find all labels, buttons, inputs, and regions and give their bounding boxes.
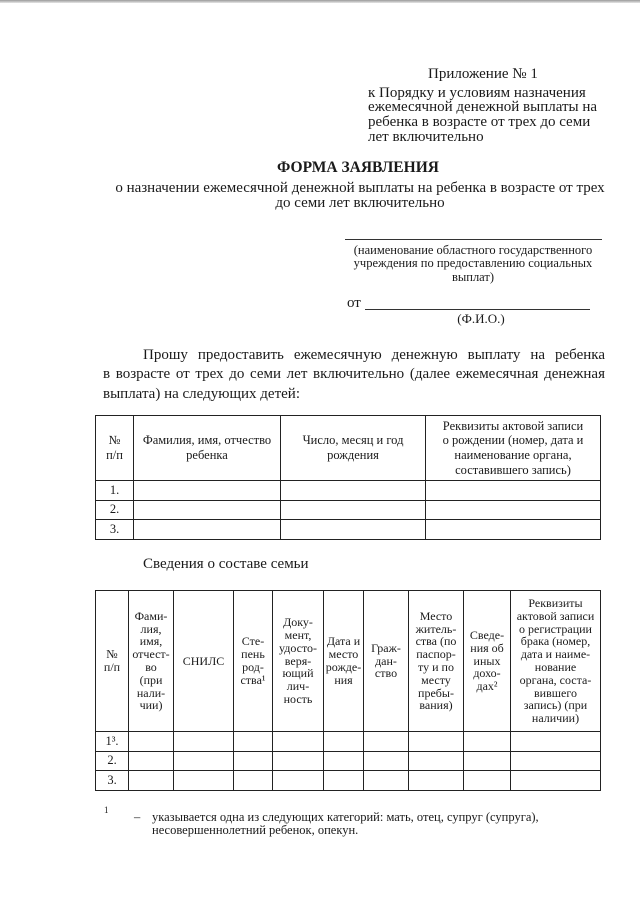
header-line: удосто- bbox=[278, 640, 318, 655]
request-line: выплата) на следующих детей: bbox=[103, 385, 300, 402]
header-line: СНИЛС bbox=[182, 653, 225, 668]
form-title: ФОРМА ЗАЯВЛЕНИЯ bbox=[277, 159, 439, 176]
header-line: ство bbox=[374, 666, 398, 681]
row-number: 2. bbox=[96, 500, 134, 520]
header-line: рожде- bbox=[325, 660, 362, 674]
fio-caption: (Ф.И.О.) bbox=[457, 311, 505, 326]
header-cell-child-name bbox=[134, 416, 281, 481]
table-row bbox=[96, 751, 601, 771]
header-line: Число, месяц и год bbox=[302, 433, 404, 448]
header-line: ния bbox=[334, 672, 353, 687]
empty-cell bbox=[234, 751, 273, 771]
empty-cell bbox=[129, 732, 174, 752]
recipient-blank-line bbox=[345, 239, 602, 240]
empty-cell bbox=[464, 751, 511, 771]
table-header-row bbox=[96, 591, 601, 732]
header-line: дата и наиме- bbox=[520, 647, 591, 662]
header-line: ства (по bbox=[415, 634, 457, 649]
header-line: п/п bbox=[106, 448, 123, 462]
header-cell-full-name bbox=[129, 591, 174, 732]
table-row bbox=[96, 771, 601, 791]
header-line: составившего запись) bbox=[455, 462, 571, 477]
empty-cell bbox=[426, 500, 601, 520]
header-line: п/п bbox=[103, 660, 121, 674]
footnote-line: несовершеннолетний ребенок, опекун. bbox=[152, 822, 359, 837]
header-line: № bbox=[106, 647, 118, 662]
table-header-row bbox=[96, 416, 601, 481]
header-line: мент, bbox=[284, 628, 312, 642]
family-table bbox=[95, 590, 601, 791]
caption-line: (наименование областного государственного bbox=[353, 242, 593, 257]
empty-cell bbox=[234, 732, 273, 752]
header-line: род- bbox=[242, 660, 264, 674]
empty-cell bbox=[273, 751, 324, 771]
empty-cell bbox=[134, 520, 281, 540]
recipient-caption bbox=[345, 244, 601, 285]
header-line: ту и по bbox=[418, 660, 454, 674]
header-line: Фамилия, имя, отчество bbox=[142, 433, 272, 448]
header-cell-birth-date bbox=[281, 416, 426, 481]
header-line: лия, bbox=[140, 621, 162, 636]
header-line: имя, bbox=[139, 634, 163, 649]
header-cell-number bbox=[96, 591, 129, 732]
header-line: рождения bbox=[327, 448, 379, 462]
empty-cell bbox=[464, 732, 511, 752]
header-line: Сведе- bbox=[469, 628, 505, 642]
row-number: 3. bbox=[96, 520, 134, 540]
empty-cell bbox=[426, 520, 601, 540]
header-line: место bbox=[328, 647, 359, 662]
row-number: 2. bbox=[96, 751, 129, 771]
header-line: ность bbox=[283, 691, 313, 706]
empty-cell bbox=[273, 771, 324, 791]
header-line: Граж- bbox=[371, 640, 401, 655]
appendix-line: лет включительно bbox=[368, 128, 484, 145]
empty-cell bbox=[174, 771, 234, 791]
empty-cell bbox=[281, 500, 426, 520]
footnote-text bbox=[152, 811, 539, 837]
caption-line: учреждения по предоставлению социальных bbox=[353, 256, 593, 270]
header-line: брака (номер, bbox=[520, 634, 591, 649]
empty-cell bbox=[134, 500, 281, 520]
row-number: 1. bbox=[96, 481, 134, 501]
request-line: в возрасте от трех до семи лет включительно (далее ежемесячная денежная bbox=[103, 366, 605, 382]
empty-cell bbox=[364, 751, 409, 771]
table-row bbox=[96, 732, 601, 752]
footnote-line: указывается одна из следующих категорий: мать, отец, супруг (супруга), bbox=[152, 809, 539, 824]
empty-cell bbox=[324, 751, 364, 771]
header-cell-relationship bbox=[234, 591, 273, 732]
empty-cell bbox=[129, 751, 174, 771]
row-number: 1³. bbox=[96, 732, 129, 752]
children-table bbox=[95, 415, 601, 540]
table-row bbox=[96, 500, 601, 520]
empty-cell bbox=[511, 771, 601, 791]
header-line: Дата и bbox=[326, 634, 361, 649]
subtitle-line: о назначении ежемесячной денежной выплаты на ребенка в возрасте от трех bbox=[115, 179, 605, 196]
from-label: от bbox=[347, 294, 361, 311]
request-line: Прошу предоставить ежемесячную денежную выплату на ребенка bbox=[143, 346, 605, 363]
appendix-line: ребенка в возрасте от трех до семи bbox=[368, 113, 591, 130]
header-line: о рождении (номер, дата и bbox=[442, 433, 584, 448]
header-line: пень bbox=[241, 647, 265, 662]
header-cell-residence bbox=[409, 591, 464, 732]
footnote-dash: – bbox=[134, 809, 141, 824]
empty-cell bbox=[273, 732, 324, 752]
header-line: ства¹ bbox=[240, 672, 266, 687]
empty-cell bbox=[129, 771, 174, 791]
header-line: месту bbox=[421, 672, 451, 687]
appendix-line: ежемесячной денежной выплаты на bbox=[368, 99, 598, 116]
subtitle-line: до семи лет включительно bbox=[275, 194, 445, 211]
empty-cell bbox=[234, 771, 273, 791]
header-cell-birth bbox=[324, 591, 364, 732]
applicant-blank-line bbox=[365, 309, 590, 310]
header-line: дах² bbox=[476, 679, 498, 694]
header-line: Фами- bbox=[134, 608, 168, 623]
empty-cell bbox=[409, 751, 464, 771]
header-line: пребы- bbox=[418, 685, 454, 700]
header-line: наименование органа, bbox=[454, 448, 572, 462]
row-number: 3. bbox=[96, 771, 129, 791]
header-line: чии) bbox=[139, 698, 163, 713]
header-line: о регистрации bbox=[519, 621, 592, 636]
header-cell-number bbox=[96, 416, 134, 481]
header-line: дан- bbox=[375, 653, 397, 668]
header-line: Сте- bbox=[241, 634, 265, 649]
header-line: актовой записи bbox=[516, 608, 595, 623]
empty-cell bbox=[409, 771, 464, 791]
table-row bbox=[96, 481, 601, 501]
empty-cell bbox=[324, 732, 364, 752]
caption-line: выплат) bbox=[451, 269, 495, 284]
empty-cell bbox=[409, 732, 464, 752]
header-line: во bbox=[145, 660, 157, 674]
header-line: (при bbox=[139, 672, 163, 687]
empty-cell bbox=[174, 751, 234, 771]
empty-cell bbox=[511, 751, 601, 771]
header-line: иных bbox=[473, 653, 501, 668]
appendix-title: Приложение № 1 bbox=[428, 66, 538, 82]
header-line: веря- bbox=[284, 653, 312, 668]
empty-cell bbox=[281, 520, 426, 540]
header-cell-citizenship bbox=[364, 591, 409, 732]
header-cell-id-document bbox=[273, 591, 324, 732]
header-line: наличии) bbox=[531, 711, 580, 726]
empty-cell bbox=[324, 771, 364, 791]
header-line: ребенка bbox=[186, 448, 228, 462]
header-line: Место bbox=[419, 608, 453, 623]
header-cell-snils bbox=[174, 591, 234, 732]
header-line: нали- bbox=[136, 685, 166, 700]
header-line: вившего bbox=[534, 685, 577, 700]
header-line: Доку- bbox=[283, 615, 313, 630]
header-line: № bbox=[108, 433, 121, 448]
appendix-line: к Порядку и условиям назначения bbox=[368, 84, 586, 101]
empty-cell bbox=[364, 771, 409, 791]
empty-cell bbox=[464, 771, 511, 791]
header-line: запись) (при bbox=[523, 698, 588, 713]
header-line: ния об bbox=[470, 640, 504, 655]
empty-cell bbox=[364, 732, 409, 752]
header-line: отчест- bbox=[132, 647, 170, 662]
family-heading: Сведения о составе семьи bbox=[143, 555, 309, 572]
empty-cell bbox=[281, 481, 426, 501]
appendix-reference bbox=[368, 86, 597, 145]
form-subtitle bbox=[100, 181, 620, 211]
empty-cell bbox=[511, 732, 601, 752]
footnote-marker: 1 bbox=[104, 805, 109, 815]
empty-cell bbox=[134, 481, 281, 501]
scan-edge-top bbox=[0, 0, 640, 3]
header-line: ющий bbox=[282, 666, 314, 681]
header-line: нование bbox=[534, 660, 577, 674]
header-cell-income bbox=[464, 591, 511, 732]
header-line: Реквизиты актовой записи bbox=[442, 418, 584, 433]
header-line: вания) bbox=[419, 698, 453, 713]
table-row bbox=[96, 520, 601, 540]
header-cell-birth-record bbox=[426, 416, 601, 481]
header-line: паспор- bbox=[416, 647, 456, 662]
header-line: житель- bbox=[415, 621, 457, 636]
header-cell-marriage-record bbox=[511, 591, 601, 732]
empty-cell bbox=[426, 481, 601, 501]
header-line: дохо- bbox=[473, 666, 501, 681]
header-line: лич- bbox=[286, 679, 310, 694]
header-line: Реквизиты bbox=[528, 596, 583, 611]
header-line: органа, соста- bbox=[519, 672, 592, 687]
empty-cell bbox=[174, 732, 234, 752]
